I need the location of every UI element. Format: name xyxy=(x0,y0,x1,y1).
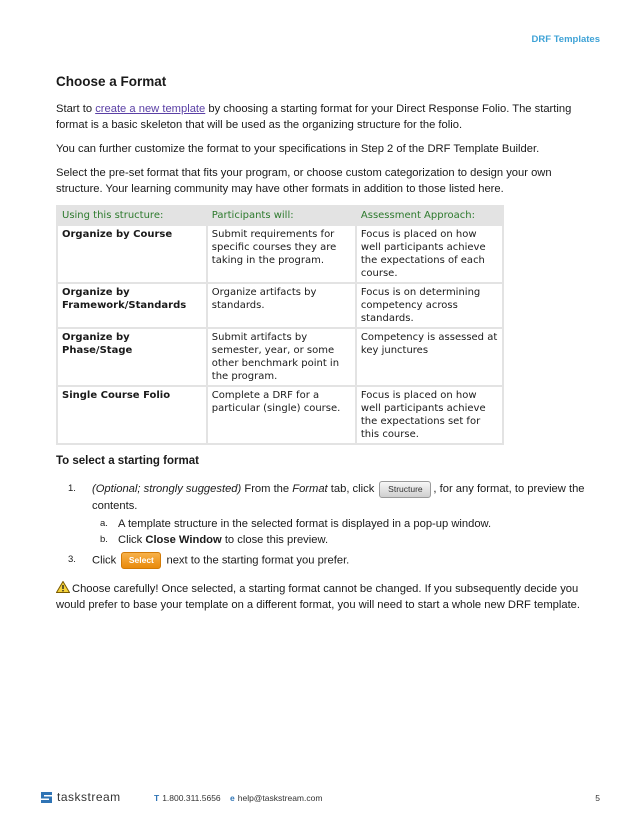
taskstream-logo-icon xyxy=(40,791,53,804)
section-title: Choose a Format xyxy=(56,74,167,89)
participants-cell: Submit requirements for specific courses they are taking in the program. xyxy=(208,226,355,282)
table-row xyxy=(58,284,502,327)
steps-list xyxy=(56,481,596,569)
structure-cell: Organize by Course xyxy=(58,226,206,282)
assessment-cell: Competency is assessed at key junctures xyxy=(357,329,502,385)
structure-cell: Organize by Phase/Stage xyxy=(58,329,206,385)
structure-cell: Organize by Framework/Standards xyxy=(58,284,206,327)
table-header: Using this structure: xyxy=(58,207,206,224)
footer-email: e help@taskstream.com xyxy=(230,793,323,803)
taskstream-logo xyxy=(40,790,121,804)
close-window-label: Close Window xyxy=(145,534,222,546)
header-label: DRF Templates xyxy=(531,34,600,45)
customize-paragraph: You can further customize the format to your specifications in Step 2 of the DRF Template Builder. xyxy=(56,143,540,155)
table-row xyxy=(58,387,502,443)
table-header: Participants will: xyxy=(208,207,355,224)
select-paragraph: Select the pre-set format that fits your program, or choose custom categorization to design your own structure. Your learning community may have other formats in addition to those listed here. xyxy=(56,167,552,195)
footer-phone: T 1.800.311.5656 xyxy=(154,793,221,803)
assessment-cell: Focus is placed on how well participants achieve the expectations of each course. xyxy=(357,226,502,282)
step-1b: b. Click Close Window to close this preview. xyxy=(100,534,329,546)
step-1 xyxy=(56,481,596,514)
main-content xyxy=(56,74,596,621)
email-link[interactable]: help@taskstream.com xyxy=(237,793,323,803)
table-row xyxy=(58,329,502,385)
participants-cell: Organize artifacts by standards. xyxy=(208,284,355,327)
select-button[interactable]: Select xyxy=(121,552,161,569)
warning-paragraph: Choose carefully! Once selected, a starting format cannot be changed. If you subsequently decide you would prefer to base your template on a different format, you will need to start a whole new DRF template. xyxy=(56,583,581,611)
participants-cell: Complete a DRF for a particular (single) course. xyxy=(208,387,355,443)
warning-icon xyxy=(56,581,70,593)
participants-cell: Submit artifacts by semester, year, or some other benchmark point in the program. xyxy=(208,329,355,385)
step-number: 1. xyxy=(68,483,76,494)
logo-text: taskstream xyxy=(57,790,121,804)
substep-letter: a. xyxy=(100,518,108,529)
step-3: 3. Click Select next to the starting format you prefer. xyxy=(56,552,596,569)
intro-paragraph: Start to create a new template by choosing a starting format for your Direct Response Folio. The starting format is a basic skeleton that will be used as the organizing structure for the folio. xyxy=(56,103,572,131)
footer xyxy=(40,790,600,806)
assessment-cell: Focus is on determining competency across standards. xyxy=(357,284,502,327)
format-table xyxy=(56,205,504,445)
steps-title: To select a starting format xyxy=(56,455,199,467)
table-row xyxy=(58,226,502,282)
structure-button[interactable]: Structure xyxy=(379,481,431,498)
structure-cell: Single Course Folio xyxy=(58,387,206,443)
step-1a: a. A template structure in the selected format is displayed in a pop-up window. xyxy=(100,518,492,530)
page-number: 5 xyxy=(595,793,600,803)
create-template-link[interactable]: create a new template xyxy=(95,103,206,115)
step-number: 3. xyxy=(68,554,76,565)
table-header-row xyxy=(58,207,502,224)
assessment-cell: Focus is placed on how well participants achieve the expectations set for this course. xyxy=(357,387,502,443)
substep-letter: b. xyxy=(100,534,108,545)
step-1-text: (Optional; strongly suggested) From the Format tab, click Structure , for any format, to preview the contents. xyxy=(92,483,585,512)
table-header: Assessment Approach: xyxy=(357,207,502,224)
